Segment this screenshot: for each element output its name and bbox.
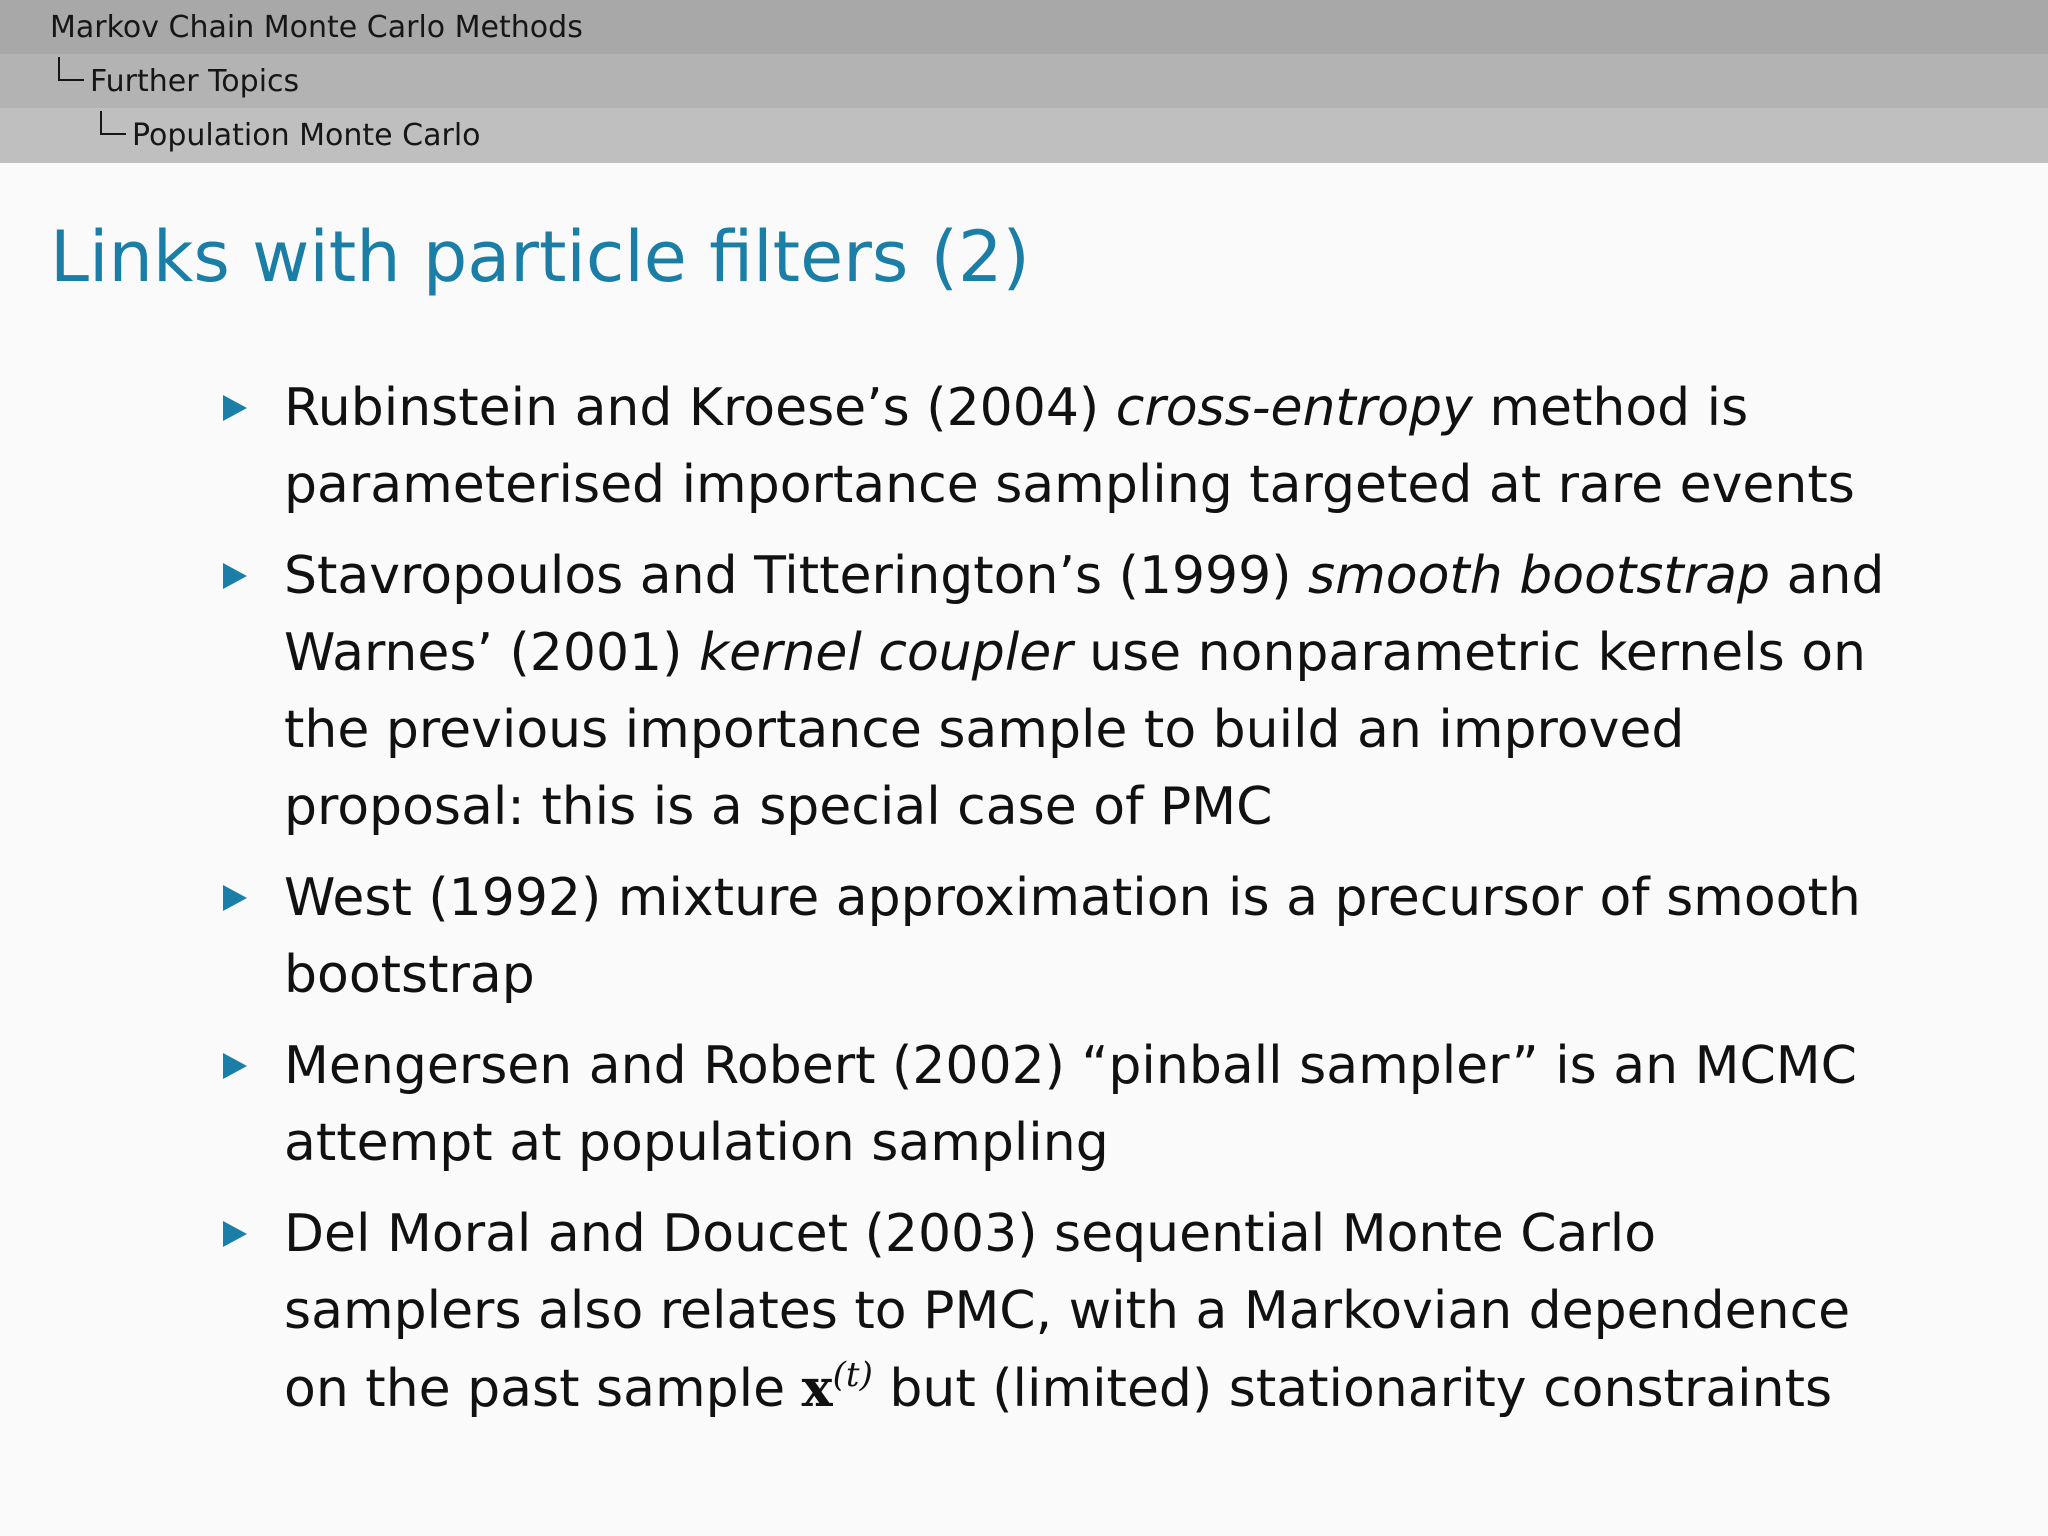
bullet-text: method is bbox=[1472, 378, 1749, 438]
breadcrumb-section bbox=[0, 0, 2048, 55]
bullet-line: samplers also relates to PMC, with a Markovian dependence bbox=[284, 1281, 1851, 1341]
bullet-text: but (limited) stationarity constraints bbox=[872, 1359, 1833, 1419]
breadcrumb-section-label: Markov Chain Monte Carlo Methods bbox=[50, 10, 583, 45]
bullet-text: Rubinstein and Kroese’s (2004) bbox=[284, 378, 1116, 438]
bullet-item bbox=[0, 860, 2048, 1014]
bullet-text: Warnes’ (2001) bbox=[284, 623, 699, 683]
bullet-text: and bbox=[1770, 546, 1885, 606]
breadcrumb-subsection-label: Further Topics bbox=[90, 64, 300, 99]
breadcrumb-subsection bbox=[0, 54, 2048, 109]
breadcrumb-subsubsection bbox=[0, 108, 2048, 163]
tree-corner-icon bbox=[58, 57, 84, 81]
math-superscript: (t) bbox=[832, 1355, 873, 1395]
breadcrumb-subsubsection-label: Population Monte Carlo bbox=[132, 118, 481, 153]
bullet-line: parameterised importance sampling targeted at rare events bbox=[284, 455, 1855, 515]
triangle-bullet-icon bbox=[223, 885, 247, 911]
bullet-emphasis: kernel coupler bbox=[698, 623, 1073, 683]
bullet-line: the previous importance sample to build an improved bbox=[284, 700, 1685, 760]
triangle-bullet-icon bbox=[223, 395, 247, 421]
bullet-line: Mengersen and Robert (2002) “pinball sampler” is an MCMC bbox=[284, 1036, 1857, 1096]
bullet-line: proposal: this is a special case of PMC bbox=[284, 777, 1273, 837]
bullet-line bbox=[284, 1350, 2048, 1428]
math-vector-x: x bbox=[801, 1358, 833, 1419]
triangle-bullet-icon bbox=[223, 563, 247, 589]
bullet-line: bootstrap bbox=[284, 945, 535, 1005]
bullet-item bbox=[0, 370, 2048, 524]
tree-corner-icon bbox=[100, 111, 126, 135]
triangle-bullet-icon bbox=[223, 1221, 247, 1247]
bullet-text: use nonparametric kernels on bbox=[1072, 623, 1867, 683]
bullet-line: Del Moral and Doucet (2003) sequential Monte Carlo bbox=[284, 1204, 1657, 1264]
bullet-item bbox=[0, 1028, 2048, 1182]
bullet-line bbox=[284, 370, 2048, 447]
bullet-text: on the past sample bbox=[284, 1359, 802, 1419]
slide-title: Links with particle filters (2) bbox=[50, 216, 1030, 298]
bullet-item bbox=[0, 1196, 2048, 1428]
bullet-line: attempt at population sampling bbox=[284, 1113, 1109, 1173]
bullet-text: Stavropoulos and Titterington’s (1999) bbox=[284, 546, 1309, 606]
bullet-line: West (1992) mixture approximation is a precursor of smooth bbox=[284, 868, 1861, 928]
breadcrumb bbox=[0, 0, 2048, 163]
bullet-list bbox=[0, 370, 2048, 1442]
bullet-emphasis: smooth bootstrap bbox=[1308, 546, 1771, 606]
triangle-bullet-icon bbox=[223, 1053, 247, 1079]
bullet-item bbox=[0, 538, 2048, 846]
bullet-line bbox=[284, 538, 2048, 615]
bullet-emphasis: cross-entropy bbox=[1115, 378, 1473, 438]
bullet-line bbox=[284, 615, 2048, 692]
